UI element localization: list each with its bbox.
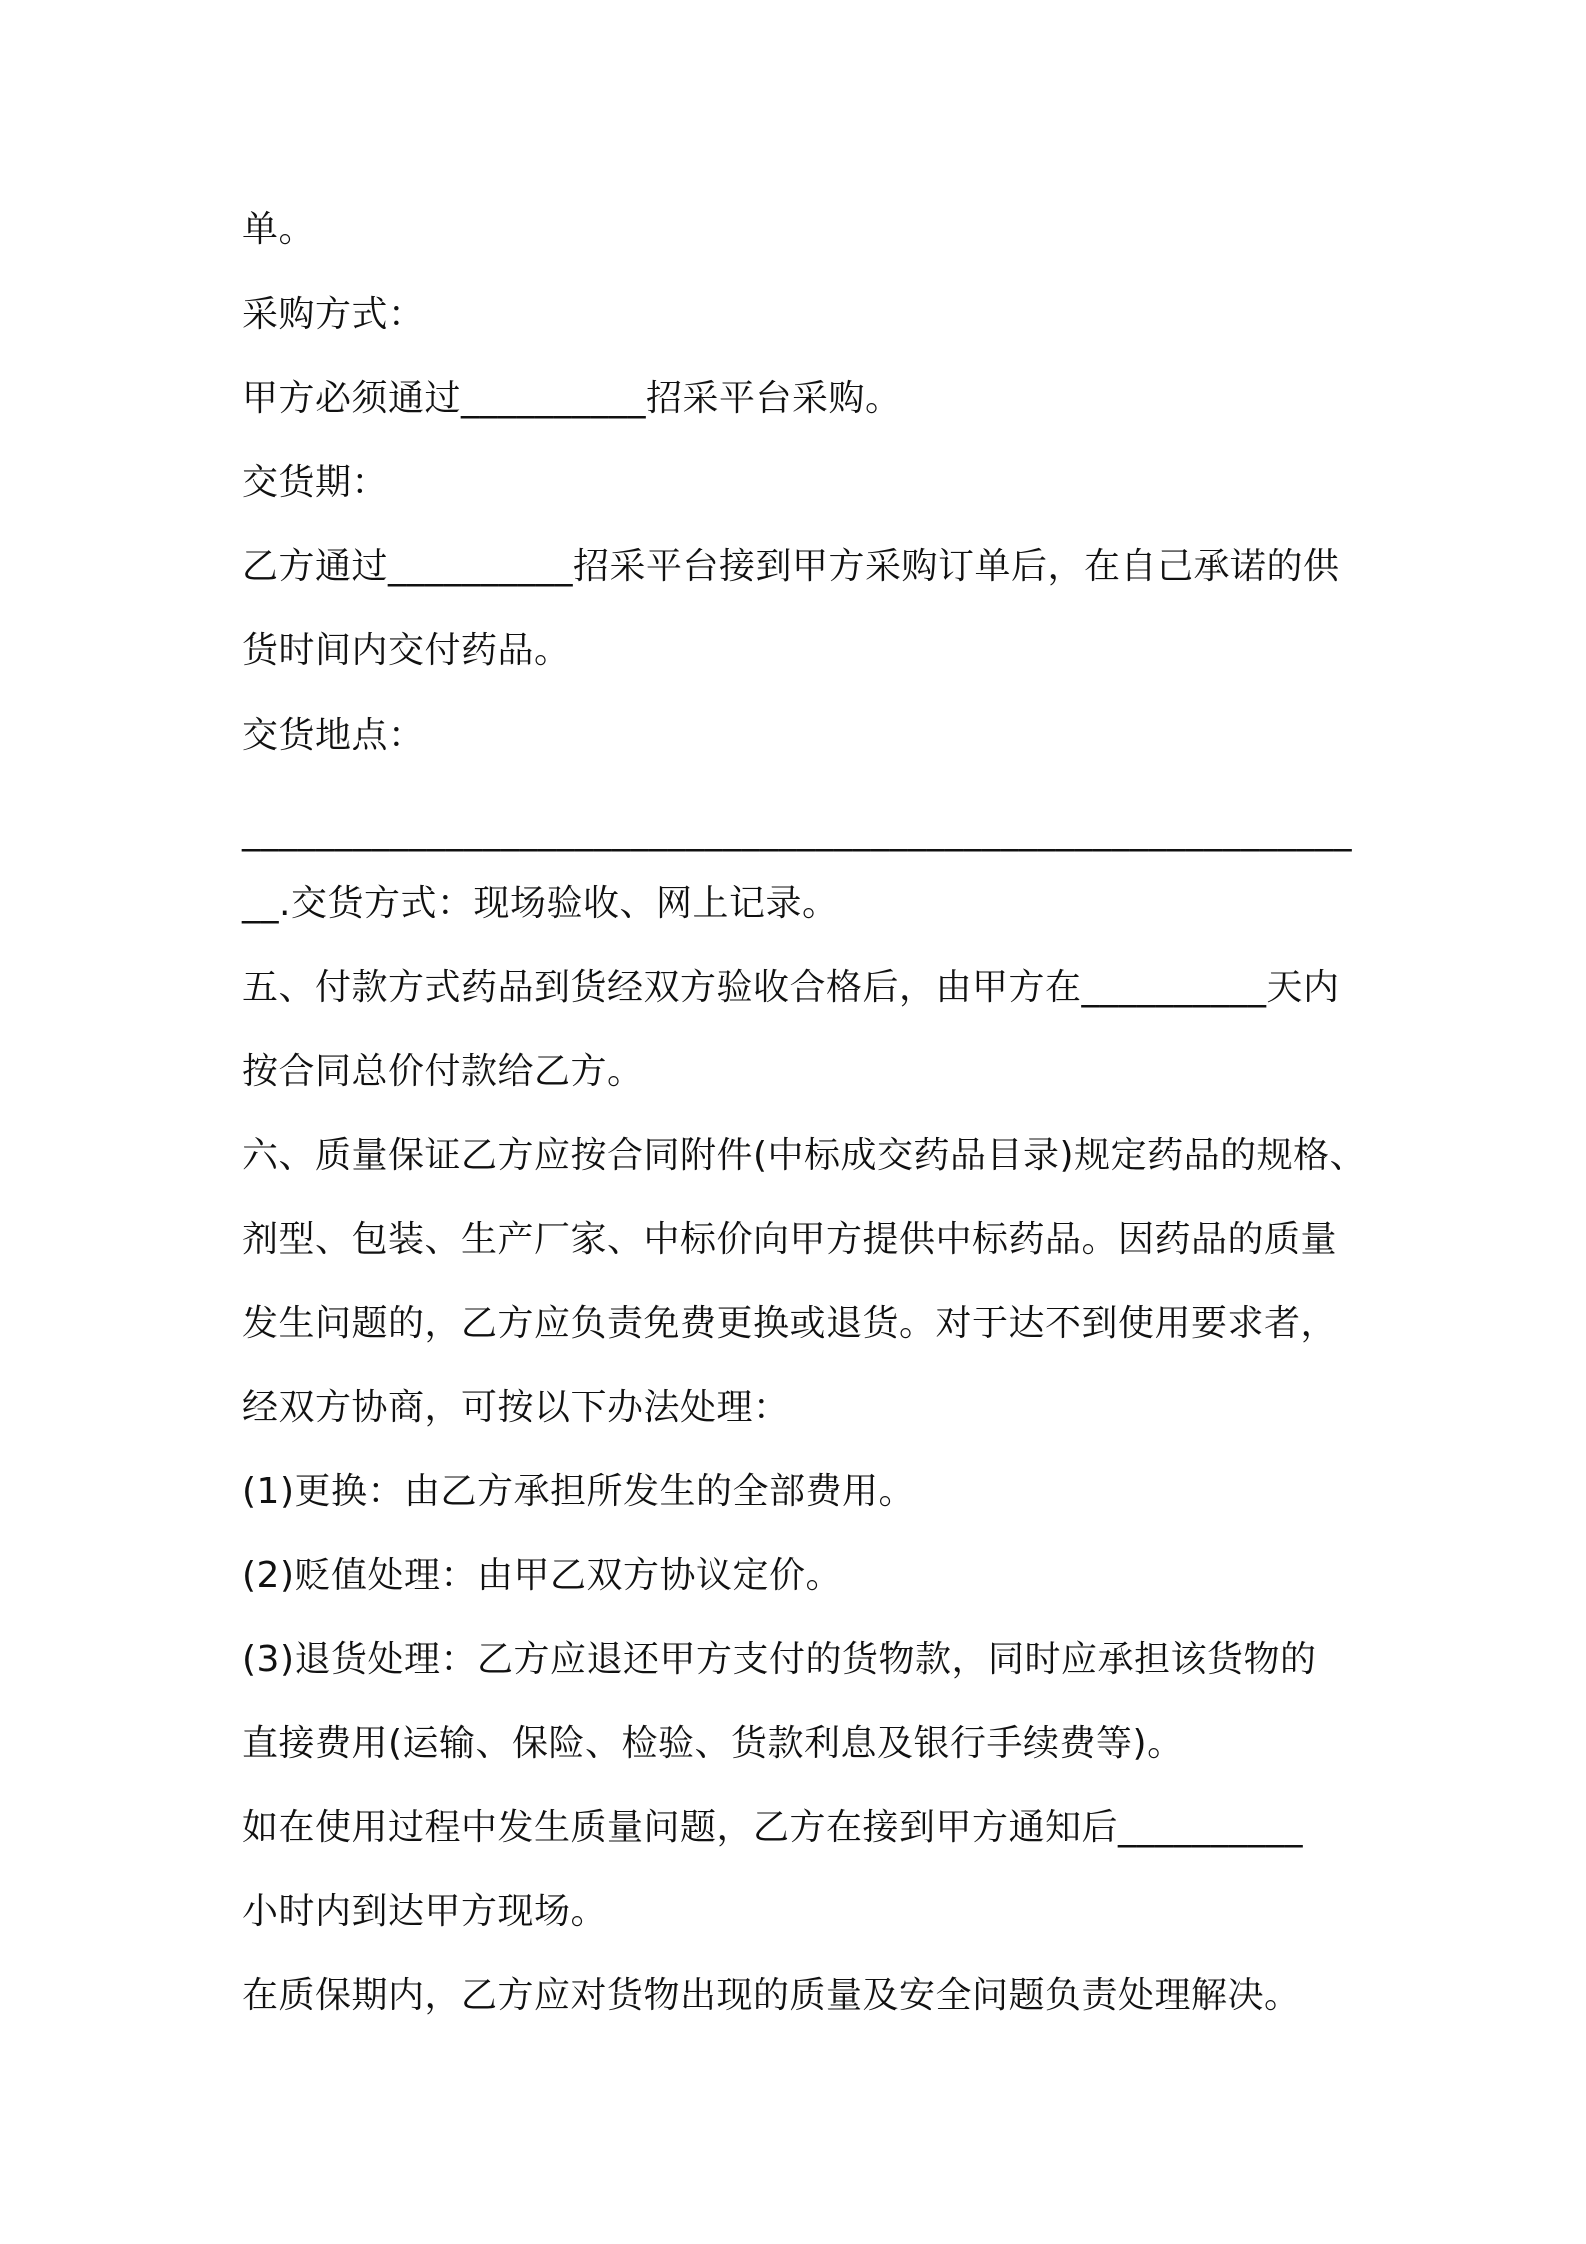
text-line: 单。	[242, 209, 316, 250]
text-line: (2)贬值处理：由甲乙双方协议定价。	[242, 1555, 842, 1596]
text-line: 采购方式：	[242, 294, 425, 335]
text-line: 在质保期内，乙方应对货物出现的质量及安全问题负责处理解决。	[242, 1975, 1301, 2016]
text-line: 甲方必须通过__________招采平台采购。	[242, 378, 902, 419]
text-line: 小时内到达甲方现场。	[242, 1891, 608, 1932]
blank-line: ____________________________________________________________	[242, 811, 1352, 852]
text-line: __.交货方式：现场验收、网上记录。	[242, 883, 839, 924]
text-line: 六、质量保证乙方应按合同附件(中标成交药品目录)规定药品的规格、	[242, 1135, 1367, 1176]
text-line: 如在使用过程中发生质量问题，乙方在接到甲方通知后__________	[242, 1807, 1304, 1848]
text-line: 乙方通过__________招采平台接到甲方采购订单后，在自己承诺的供	[242, 546, 1340, 587]
text-line: 货时间内交付药品。	[242, 630, 571, 671]
text-line: 发生问题的，乙方应负责免费更换或退货。对于达不到使用要求者，	[242, 1303, 1338, 1344]
text-line: 交货期：	[242, 462, 389, 503]
text-line: (3)退货处理：乙方应退还甲方支付的货物款，同时应承担该货物的	[242, 1639, 1317, 1680]
text-line: 剂型、包装、生产厂家、中标价向甲方提供中标药品。因药品的质量	[242, 1219, 1338, 1260]
text-line: 按合同总价付款给乙方。	[242, 1051, 644, 1092]
text-line: 交货地点：	[242, 715, 425, 756]
text-line: (1)更换：由乙方承担所发生的全部费用。	[242, 1471, 915, 1512]
text-line: 经双方协商，可按以下办法处理：	[242, 1387, 790, 1428]
text-line: 五、付款方式药品到货经双方验收合格后，由甲方在__________天内	[242, 967, 1340, 1008]
text-line: 直接费用(运输、保险、检验、货款利息及银行手续费等)。	[242, 1723, 1184, 1764]
